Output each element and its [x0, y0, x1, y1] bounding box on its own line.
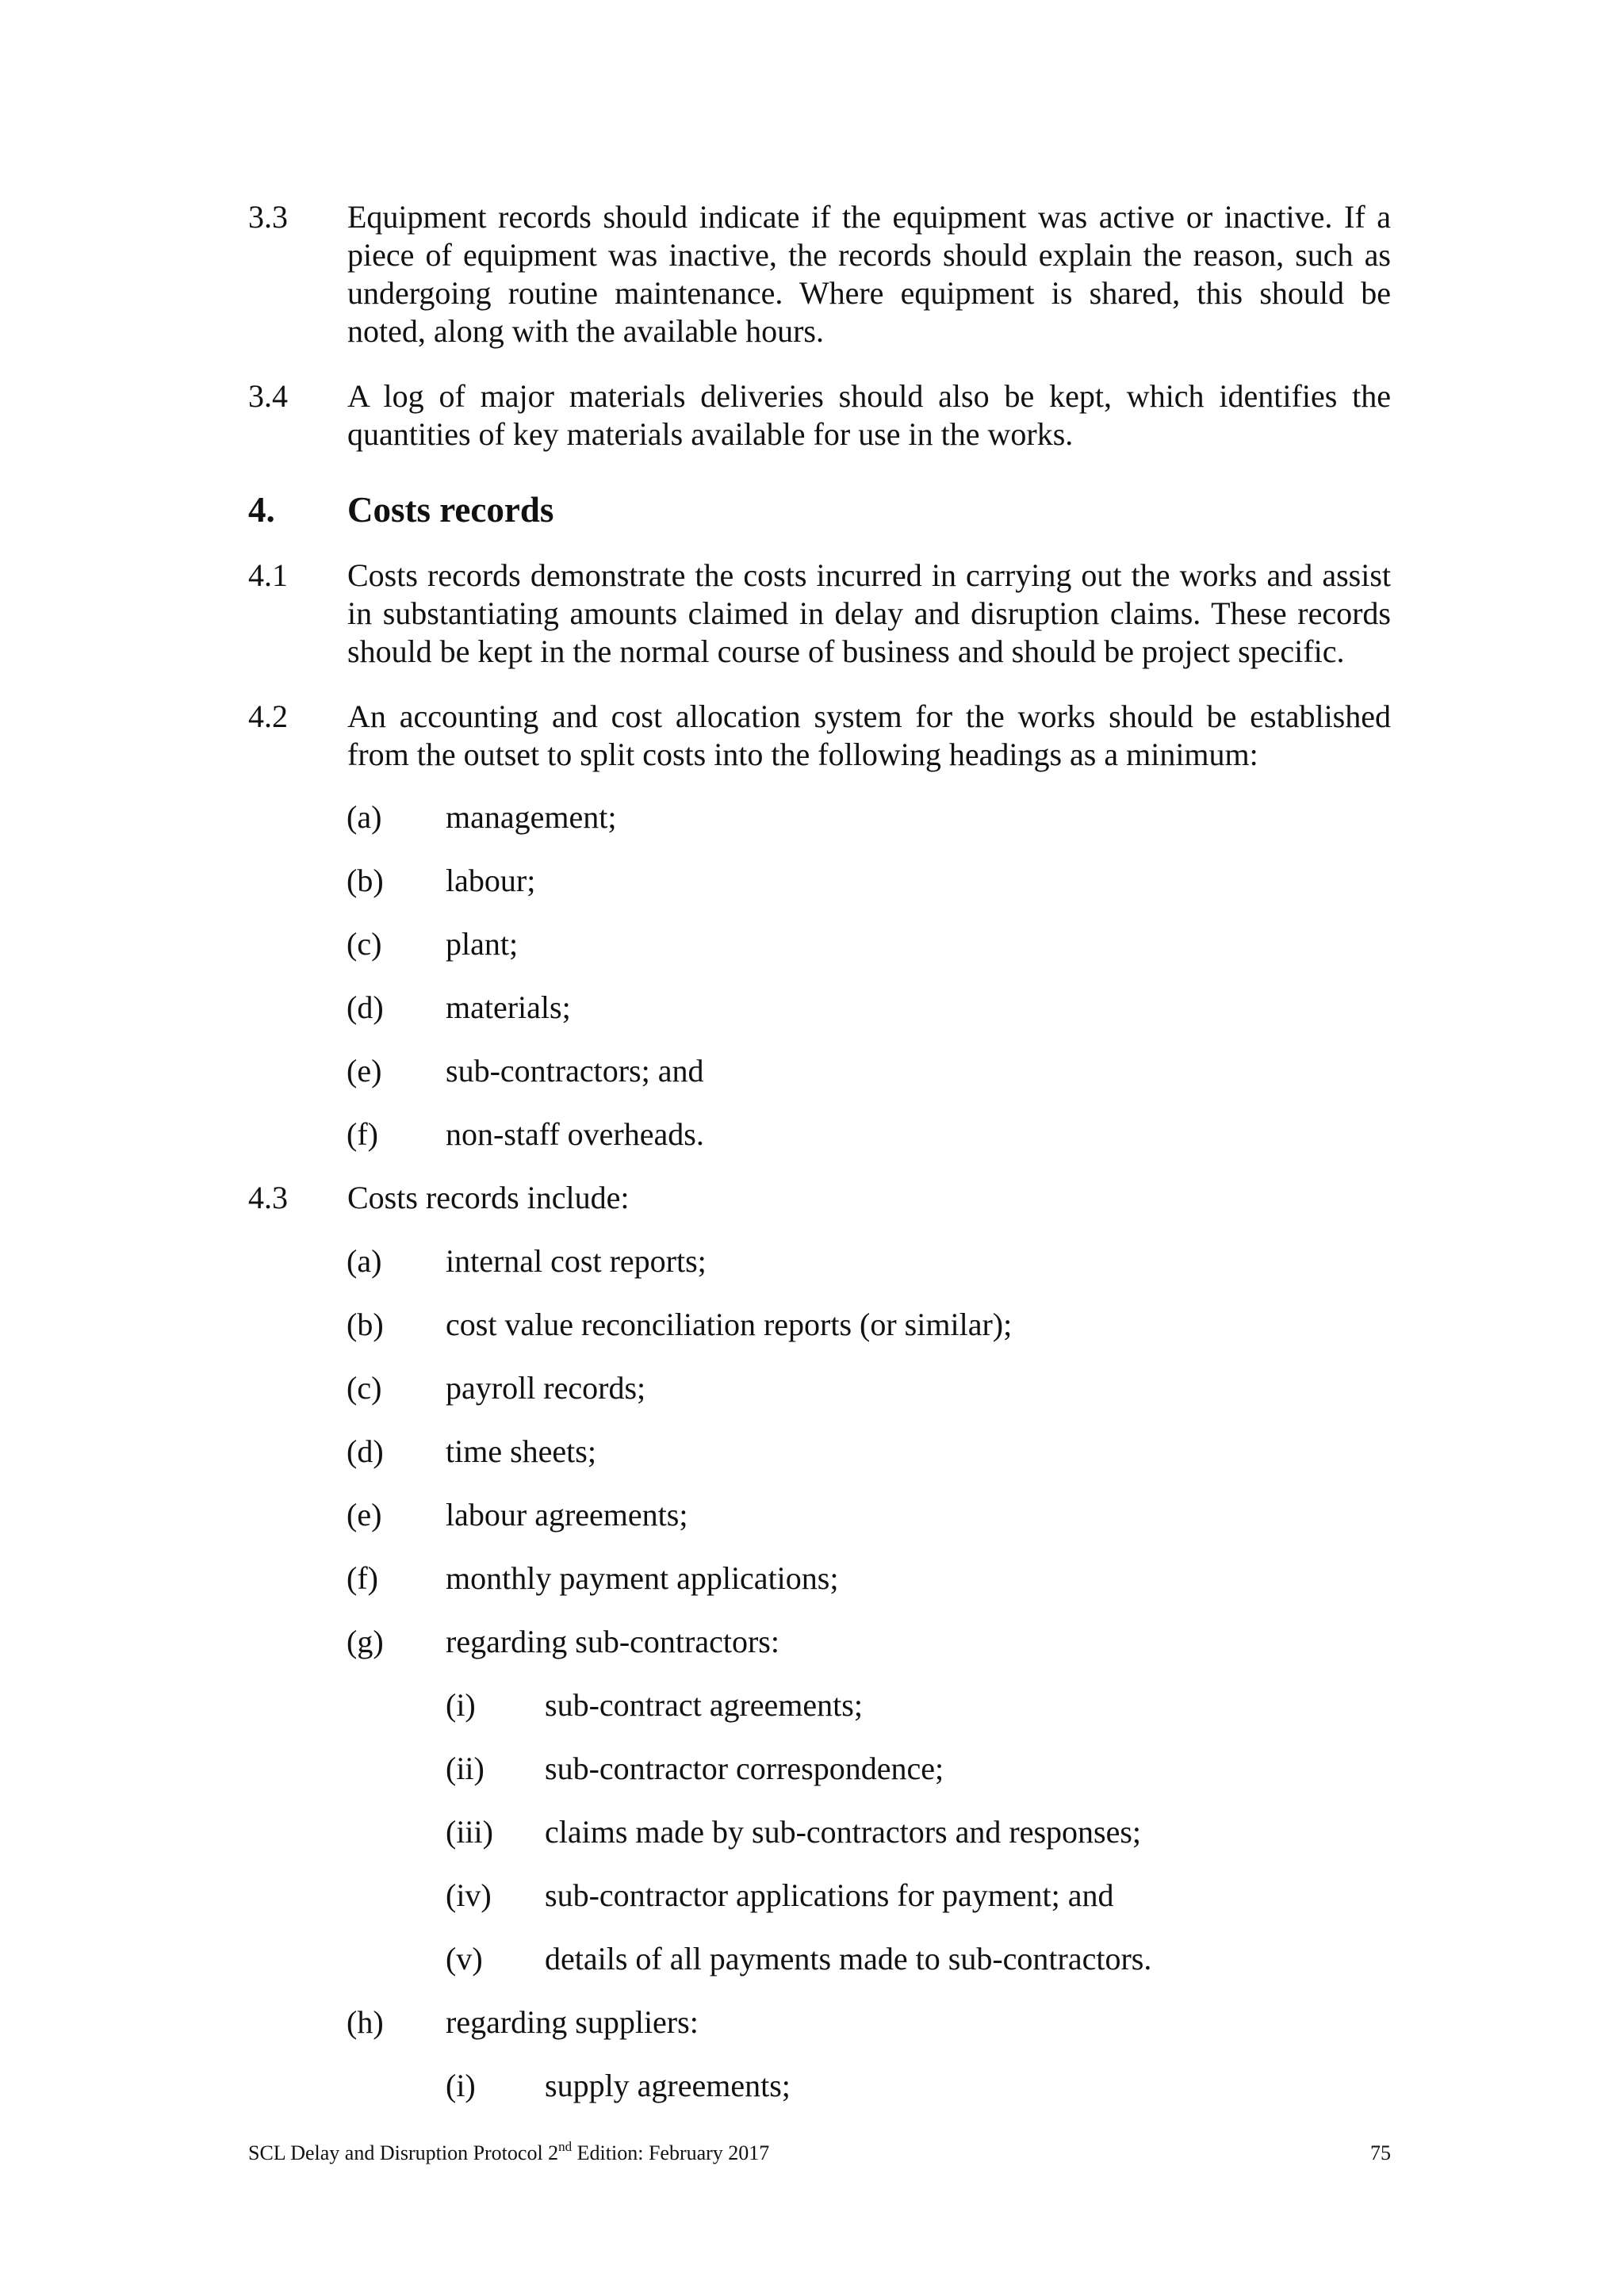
paragraph-number: 4.1 [248, 557, 288, 593]
list-item-text: regarding suppliers: [446, 2004, 699, 2040]
sub-list-item-text: sub-contractor applications for payment; and [545, 1877, 1114, 1913]
list-item-text: materials; [446, 989, 571, 1025]
paragraph-number: 3.3 [248, 199, 288, 235]
list-item-text: internal cost reports; [446, 1243, 707, 1279]
list-item-label: (d) [347, 1433, 384, 1469]
paragraph-4-1 [0, 557, 1624, 674]
sub-list-item-label: (iv) [446, 1877, 492, 1913]
list-item-text: cost value reconciliation reports (or similar); [446, 1307, 1013, 1342]
list-item-text: labour; [446, 863, 536, 898]
footer-title [248, 2141, 769, 2166]
sub-list-item-text: sub-contract agreements; [545, 1687, 863, 1723]
section-number: 4. [248, 490, 275, 530]
list-item-label: (b) [347, 863, 384, 898]
list-item-label: (a) [347, 1243, 382, 1279]
page-number: 75 [1370, 2141, 1391, 2164]
footer-title-superscript: nd [558, 2139, 573, 2154]
list-item-text: management; [446, 799, 617, 835]
list-item-label: (b) [347, 1307, 384, 1342]
list-item-label: (e) [347, 1053, 382, 1089]
paragraph-text: Costs records include: [347, 1180, 630, 1215]
sub-list-item-text: details of all payments made to sub-contractors. [545, 1941, 1152, 1976]
sub-list-item-text: claims made by sub-contractors and responses; [545, 1814, 1142, 1850]
list-item-text: plant; [446, 926, 519, 962]
list-item-label: (d) [347, 989, 384, 1025]
list-item-text: payroll records; [446, 1370, 646, 1406]
list-item-text: sub-contractors; and [446, 1053, 704, 1089]
list-item-label: (g) [347, 1624, 384, 1659]
paragraph-text: An accounting and cost allocation system for the works should be established from the outset to split costs into the following headings as a minimum: [347, 698, 1391, 772]
list-item-label: (f) [347, 1116, 378, 1152]
list-item-label: (c) [347, 1370, 382, 1406]
list-item-text: time sheets; [446, 1433, 596, 1469]
list-item-text: labour agreements; [446, 1497, 688, 1533]
list-item-label: (e) [347, 1497, 382, 1533]
paragraph-number: 3.4 [248, 378, 288, 414]
paragraph-number: 4.3 [248, 1180, 288, 1215]
sub-list-item-text: supply agreements; [545, 2068, 791, 2103]
list-item-text: regarding sub-contractors: [446, 1624, 779, 1659]
sub-list-item-label: (v) [446, 1941, 483, 1976]
section-heading [0, 488, 1624, 533]
footer-title-edition: Edition: February 2017 [572, 2141, 770, 2164]
paragraph-text: Equipment records should indicate if the equipment was active or inactive. If a piece of equipment was inactive, the records should explain the reason, such as undergoing routine maintenance. Where equipment is shared, this should be noted, along with the available hours. [347, 199, 1391, 349]
footer-title-main: SCL Delay and Disruption Protocol 2 [248, 2141, 559, 2164]
paragraph-text: A log of major materials deliveries should also be kept, which identifies the quantities of key materials available for use in the works. [347, 378, 1391, 452]
list-item-label: (c) [347, 926, 382, 962]
sub-list-item-text: sub-contractor correspondence; [545, 1751, 944, 1786]
list-item-text: monthly payment applications; [446, 1560, 839, 1596]
paragraph-4-3 [0, 1179, 1624, 1219]
sub-list-item-label: (i) [446, 2068, 476, 2103]
paragraph-4-2 [0, 698, 1624, 777]
paragraph-3-4 [0, 377, 1624, 457]
paragraph-number: 4.2 [248, 698, 288, 734]
section-title: Costs records [347, 490, 554, 530]
list-item-label: (h) [347, 2004, 384, 2040]
list-item-text: non-staff overheads. [446, 1116, 704, 1152]
list-item-label: (a) [347, 799, 382, 835]
sub-list-item-label: (ii) [446, 1751, 485, 1786]
list-item-label: (f) [347, 1560, 378, 1596]
sub-list-item-label: (iii) [446, 1814, 493, 1850]
paragraph-3-3 [0, 198, 1624, 354]
paragraph-text: Costs records demonstrate the costs incurred in carrying out the works and assist in substantiating amounts claimed in delay and disruption claims. These records should be kept in the normal course of business and should be project specific. [347, 557, 1391, 669]
sub-list-item-label: (i) [446, 1687, 476, 1723]
